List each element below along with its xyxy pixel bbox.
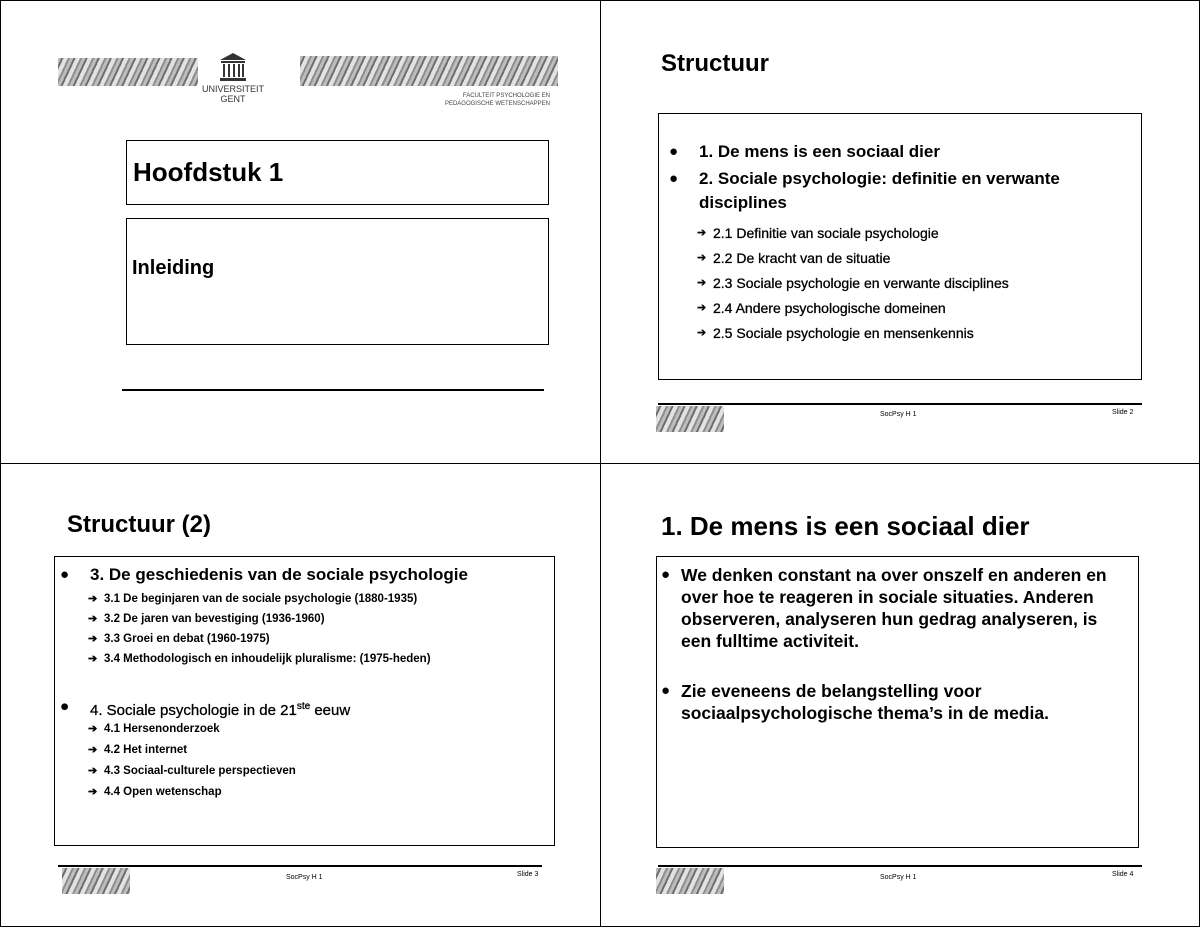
content-box [658, 113, 1142, 380]
sub-item: ➔ 3.4 Methodologisch en inhoudelijk pluralisme: (1975-heden) [60, 649, 550, 669]
bullet-item: ● 3. De geschiedenis van de sociale psychologie [60, 564, 550, 586]
bullet-item: ● Zie eveneens de belangstelling voor sociaalpsychologische thema’s in de media. [661, 680, 1131, 724]
bullet-text-end: eeuw [310, 702, 351, 719]
content-box [54, 556, 555, 846]
bullet-superscript: ste [296, 701, 311, 712]
bullet-item: ● We denken constant na over onszelf en anderen en over hoe te reageren in sociale situaties. Anderen observeren, analyseren hun gedrag analyseren, is een fulltime activiteit. [661, 564, 1131, 652]
sub-item: ➔ 3.3 Groei en debat (1960-1975) [60, 629, 550, 649]
university-line-1: UNIVERSITEIT [201, 84, 264, 94]
footer-rule [658, 403, 1142, 405]
slide-2-title: Structuur [661, 50, 769, 77]
bullet-text: 4. Sociale psychologie in de 21 [90, 702, 297, 719]
sub-item: ➔ 2.3 Sociale psychologie en verwante disciplines [669, 271, 1135, 296]
footer-slide-number: Slide 3 [517, 871, 539, 878]
sub-item: ➔ 2.5 Sociale psychologie en mensenkennis [669, 321, 1135, 346]
banner-right-photo [300, 56, 558, 86]
title-box [126, 140, 549, 205]
footer-center-text: SocPsy H 1 [286, 874, 323, 881]
university-line-2: GENT [220, 94, 246, 104]
footer-center-text: SocPsy H 1 [880, 411, 917, 418]
slide-1-title: Hoofdstuk 1 [133, 157, 284, 187]
slide-3-title: Structuur (2) [67, 511, 211, 538]
footer-center-text: SocPsy H 1 [880, 874, 917, 881]
university-building-icon [219, 52, 247, 82]
sub-item: ➔ 3.2 De jaren van bevestiging (1936-1960) [60, 609, 550, 629]
content-box [656, 556, 1139, 848]
slide-1 [0, 0, 600, 463]
faculty-line-1: FACULTEIT PSYCHOLOGIE EN [462, 93, 550, 99]
footer-logo [62, 868, 130, 894]
bullet-item: ● 2. Sociale psychologie: definitie en verwante disciplines [669, 167, 1135, 215]
footer-logo [656, 868, 724, 894]
footer-rule [58, 865, 542, 867]
banner-left-strip [58, 58, 198, 86]
footer-slide-number: Slide 4 [1112, 871, 1134, 878]
sub-item: ➔ 2.4 Andere psychologische domeinen [669, 296, 1135, 321]
sub-item: ➔ 2.2 De kracht van de situatie [669, 246, 1135, 271]
bullet-item: ● 1. De mens is een sociaal dier [669, 140, 1135, 164]
slide-3 [0, 463, 600, 927]
sub-item: ➔ 4.3 Sociaal-culturele perspectieven [60, 761, 550, 782]
title-underline [122, 389, 544, 391]
sub-item: ➔ 3.1 De beginjaren van de sociale psychologie (1880-1935) [60, 589, 550, 609]
sub-item: ➔ 4.1 Hersenonderzoek [60, 719, 550, 740]
sub-item: ➔ 2.1 Definitie van sociale psychologie [669, 221, 1135, 246]
university-name [196, 84, 270, 104]
footer-logo [656, 406, 724, 432]
slide-4 [600, 463, 1200, 927]
sub-item: ➔ 4.4 Open wetenschap [60, 782, 550, 803]
slide-4-title: 1. De mens is een sociaal dier [661, 511, 1030, 541]
faculty-line-2: PEDAGOGISCHE WETENSCHAPPEN [444, 101, 550, 107]
slide-1-subtitle: Inleiding [132, 257, 215, 279]
slide-2 [600, 0, 1200, 463]
footer-rule [658, 865, 1142, 867]
faculty-name [370, 92, 550, 108]
footer-slide-number: Slide 2 [1112, 409, 1134, 416]
sub-item: ➔ 4.2 Het internet [60, 740, 550, 761]
subtitle-box [126, 218, 549, 345]
